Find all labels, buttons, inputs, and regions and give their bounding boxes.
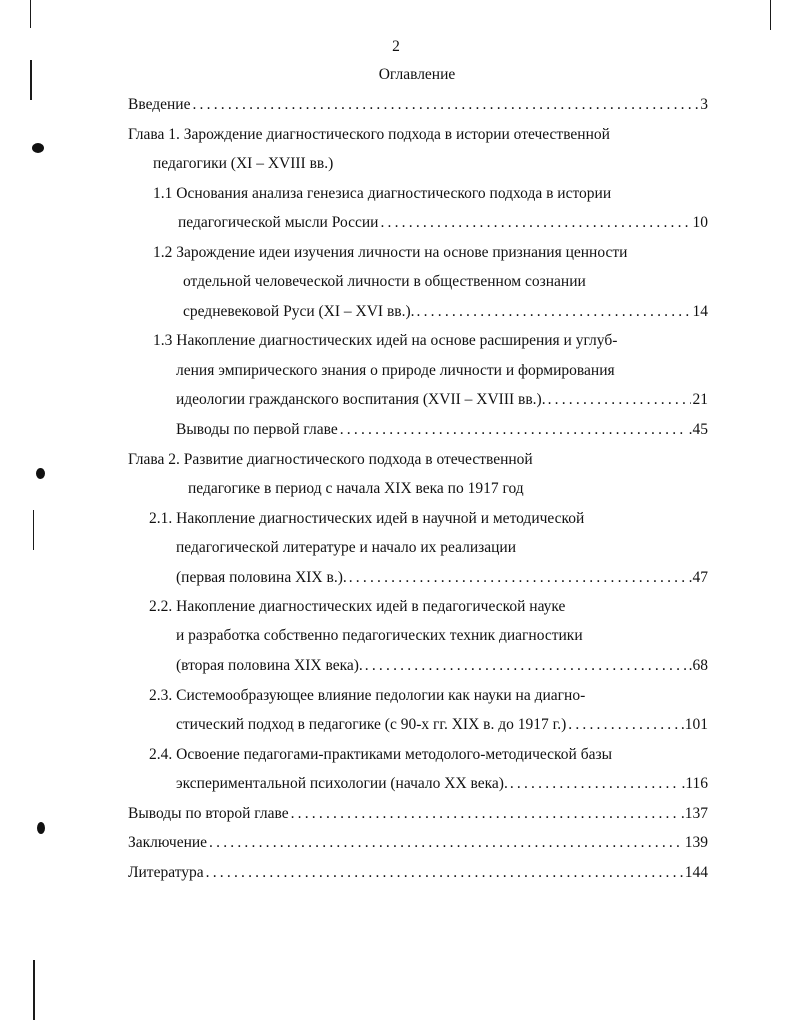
toc-page-number: .45 xyxy=(688,421,708,438)
section-1-1[interactable]: 1.1 Основания анализа генезиса диагностического подхода в истории xyxy=(153,185,612,202)
toc-entry-conclusion[interactable] xyxy=(128,833,708,853)
section-2-2-cont: и разработка собственно педагогических техник диагностики xyxy=(176,627,583,644)
dot-leader xyxy=(417,302,691,322)
dot-leader xyxy=(209,833,683,853)
toc-entry-text: Литература xyxy=(128,864,204,881)
section-1-2-cont: отдельной человеческой личности в общественном сознании xyxy=(183,273,586,290)
toc-entry-text: экспериментальной психологии (начало XX века). xyxy=(176,775,508,792)
dot-leader xyxy=(365,656,687,676)
toc-page-number: 3 xyxy=(700,96,708,113)
toc-entry-text: Введение xyxy=(128,96,191,113)
toc-page-number: 14 xyxy=(692,303,708,320)
toc-page-number: 10 xyxy=(692,214,708,231)
toc-page-number: 144 xyxy=(684,864,708,881)
dot-leader xyxy=(548,390,691,410)
toc-entry-text: педагогической мысли России xyxy=(178,214,379,231)
toc-entry-text: идеологии гражданского воспитания (XVII – XVIII вв.). xyxy=(176,391,546,408)
toc-entry-intro[interactable] xyxy=(128,95,708,115)
dot-leader xyxy=(380,213,690,233)
toc-entry-text: (вторая половина XIX века). xyxy=(176,657,363,674)
toc-page-number: .116 xyxy=(681,775,708,792)
toc-page-number: .68 xyxy=(688,657,708,674)
toc-entry-text: стический подход в педагогике (с 90-х гг. XIX в. до 1917 г.) xyxy=(176,716,567,733)
toc-entry-text: (первая половина XIX в.). xyxy=(176,569,347,586)
dot-leader xyxy=(568,715,679,735)
toc-entry-text: Выводы по второй главе xyxy=(128,805,289,822)
scan-border-left xyxy=(33,960,35,1020)
dot-leader xyxy=(340,420,687,440)
section-2-1-last[interactable] xyxy=(176,568,708,588)
section-1-3-last[interactable] xyxy=(176,390,708,410)
section-1-2-last[interactable] xyxy=(183,302,708,322)
dot-leader xyxy=(510,774,680,794)
section-1-1-cont[interactable] xyxy=(178,213,708,233)
scan-blot xyxy=(37,822,45,834)
toc-page-number: 21 xyxy=(692,391,708,408)
chapter-1-heading[interactable]: Глава 1. Зарождение диагностического подхода в истории отечественной xyxy=(128,126,610,143)
dot-leader xyxy=(192,95,698,115)
dot-leader xyxy=(206,863,683,883)
toc-entry-literature[interactable] xyxy=(128,863,708,883)
toc-page-number: .101 xyxy=(680,716,708,733)
scan-border-right xyxy=(770,0,771,30)
section-1-2[interactable]: 1.2 Зарождение идеи изучения личности на основе признания ценности xyxy=(153,244,628,261)
chapter-2-conclusions[interactable] xyxy=(128,804,708,824)
toc-page-number: .137 xyxy=(680,805,708,822)
scan-border-left xyxy=(33,510,34,550)
section-2-3-last[interactable] xyxy=(176,715,708,735)
toc-page-number: 139 xyxy=(684,834,708,851)
chapter-2-heading-cont: педагогике в период с начала XIX века по 1917 год xyxy=(188,480,524,497)
scan-blot xyxy=(36,468,45,479)
section-2-2[interactable]: 2.2. Накопление диагностических идей в педагогической науке xyxy=(149,598,566,615)
toc-title: Оглавление xyxy=(378,66,456,83)
section-2-3[interactable]: 2.3. Системообразующее влияние педологии как науки на диагно- xyxy=(149,687,586,704)
section-1-3[interactable]: 1.3 Накопление диагностических идей на основе расширения и углуб- xyxy=(153,332,618,349)
toc-page-number: .47 xyxy=(688,569,708,586)
scan-blot xyxy=(32,143,44,153)
toc-entry-text: средневековой Руси (XI – XVI вв.). xyxy=(183,303,415,320)
section-2-1-cont: педагогической литературе и начало их реализации xyxy=(176,539,517,556)
section-2-1[interactable]: 2.1. Накопление диагностических идей в научной и методической xyxy=(149,510,585,527)
page-number: 2 xyxy=(392,38,400,55)
section-2-4[interactable]: 2.4. Освоение педагогами-практиками методолого-методической базы xyxy=(149,746,613,763)
toc-entry-text: Выводы по первой главе xyxy=(176,421,338,438)
section-1-3-cont: ления эмпирического знания о природе личности и формирования xyxy=(176,362,615,379)
dot-leader xyxy=(291,804,679,824)
scan-border-top xyxy=(30,0,31,28)
chapter-1-conclusions[interactable] xyxy=(176,420,708,440)
toc-entry-text: Заключение xyxy=(128,834,208,851)
section-2-4-last[interactable] xyxy=(176,774,708,794)
chapter-1-heading-cont: педагогики (XI – XVIII вв.) xyxy=(153,155,334,172)
dot-leader xyxy=(349,568,687,588)
section-2-2-last[interactable] xyxy=(176,656,708,676)
chapter-2-heading[interactable]: Глава 2. Развитие диагностического подхода в отечественной xyxy=(128,451,533,468)
